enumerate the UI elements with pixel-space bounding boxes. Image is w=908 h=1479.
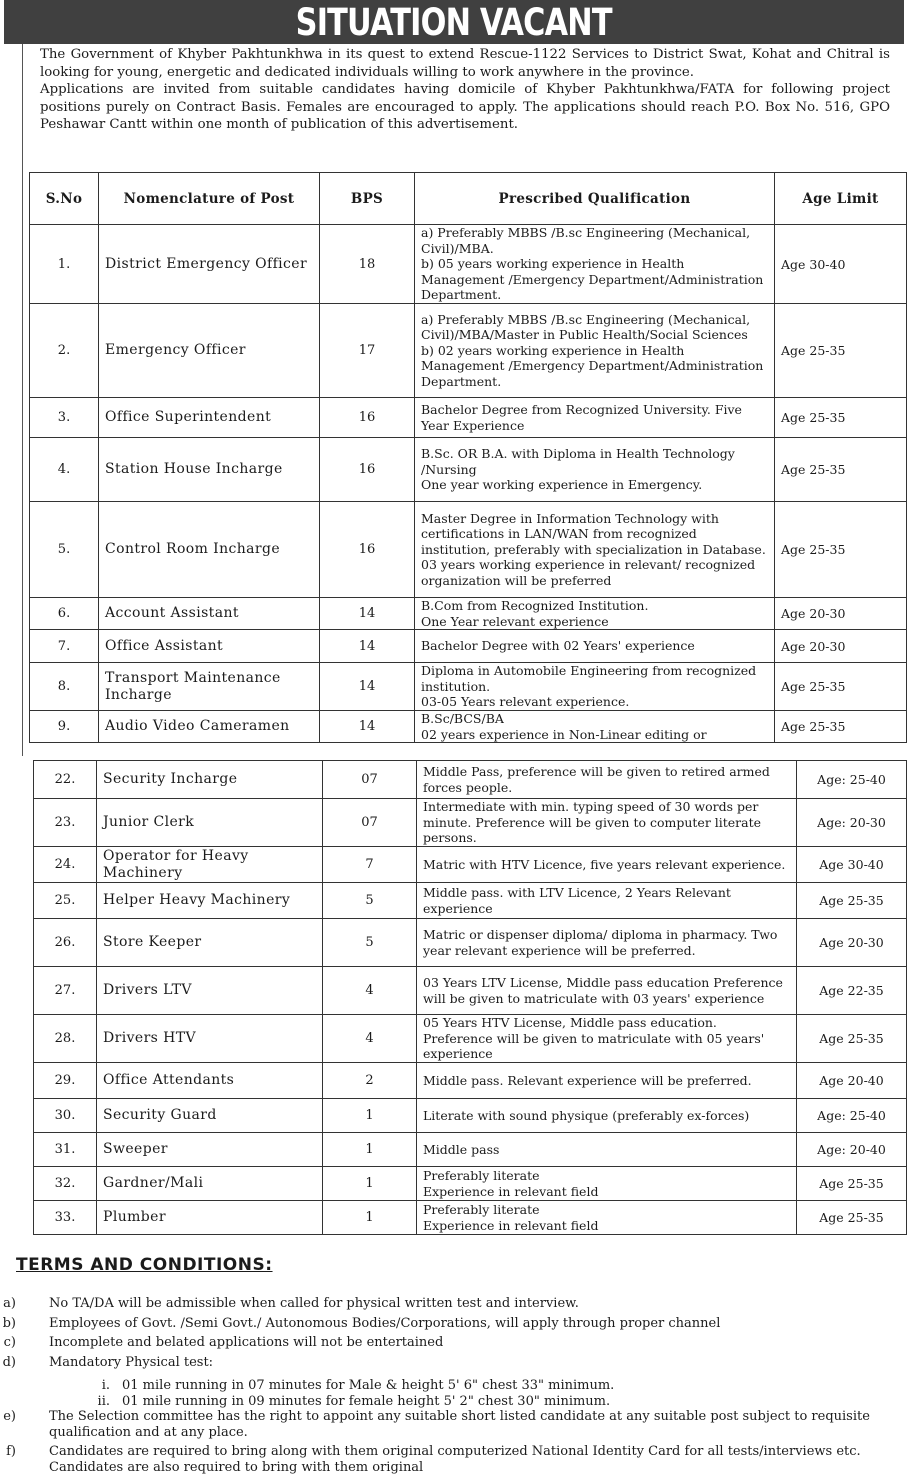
cell-qualification: Master Degree in Information Technology with certifications in LAN/WAN from recognized institution, preferably with specialization in Database. 03 years working experience in relevant/ recognized organization will be preferred bbox=[415, 502, 775, 598]
cell-post: Helper Heavy Machinery bbox=[97, 883, 323, 919]
cell-bps: 16 bbox=[320, 398, 415, 438]
page-title: SITUATION VACANT bbox=[295, 0, 613, 44]
table-row bbox=[34, 967, 907, 1015]
cell-bps: 07 bbox=[323, 799, 417, 847]
header-qualification: Prescribed Qualification bbox=[415, 173, 775, 225]
table-row bbox=[34, 1099, 907, 1133]
table-row bbox=[30, 663, 907, 711]
cell-post: Security Incharge bbox=[97, 761, 323, 799]
table-row bbox=[34, 1015, 907, 1063]
table-row bbox=[34, 1063, 907, 1099]
cell-qualification: B.Sc. OR B.A. with Diploma in Health Technology /Nursing One year working experience in Emergency. bbox=[415, 438, 775, 502]
term-marker: c) bbox=[3, 1335, 16, 1350]
table-row bbox=[30, 398, 907, 438]
cell-post: Transport Maintenance Incharge bbox=[99, 663, 320, 711]
cell-sno: 4. bbox=[30, 438, 99, 502]
cell-qualification: Middle pass. Relevant experience will be preferred. bbox=[417, 1063, 797, 1099]
term-text: Incomplete and belated applications will not be entertained bbox=[49, 1335, 444, 1350]
cell-age-limit: Age 20-30 bbox=[797, 919, 907, 967]
cell-qualification: a) Preferably MBBS /B.sc Engineering (Mechanical, Civil)/MBA. b) 05 years working experience in Health Management /Emergency Department/Administration Department. bbox=[415, 225, 775, 304]
cell-qualification: a) Preferably MBBS /B.sc Engineering (Mechanical, Civil)/MBA/Master in Public Health/Social Sciences b) 02 years working experience in Health Management /Emergency Department/Administration Department. bbox=[415, 304, 775, 398]
table-row bbox=[30, 225, 907, 304]
cell-age-limit: Age: 25-40 bbox=[797, 1099, 907, 1133]
cell-sno: 26. bbox=[34, 919, 97, 967]
cell-age-limit: Age 25-35 bbox=[775, 398, 907, 438]
cell-qualification: 05 Years HTV License, Middle pass education. Preference will be given to matriculate with 05 years' experience bbox=[417, 1015, 797, 1063]
cell-age-limit: Age 25-35 bbox=[775, 663, 907, 711]
cell-qualification: Bachelor Degree from Recognized University. Five Year Experience bbox=[415, 398, 775, 438]
cell-qualification: Intermediate with min. typing speed of 30 words per minute. Preference will be given to computer literate persons. bbox=[417, 799, 797, 847]
intro-paragraph-1: The Government of Khyber Pakhtunkhwa in its quest to extend Rescue-1122 Services to District Swat, Kohat and Chitral is looking for young, energetic and dedicated individuals willing to work anywhere in the province. bbox=[40, 47, 890, 80]
cell-sno: 30. bbox=[34, 1099, 97, 1133]
cell-qualification: Middle pass. with LTV Licence, 2 Years Relevant experience bbox=[417, 883, 797, 919]
terms-heading: TERMS AND CONDITIONS: bbox=[16, 1255, 273, 1275]
term-marker: d) bbox=[2, 1354, 16, 1370]
cell-post: Operator for Heavy Machinery bbox=[97, 847, 323, 883]
term-item bbox=[0, 1355, 908, 1371]
cell-age-limit: Age: 25-40 bbox=[797, 761, 907, 799]
cell-sno: 23. bbox=[34, 799, 97, 847]
cell-sno: 9. bbox=[30, 710, 99, 742]
header-sno: S.No bbox=[30, 173, 99, 225]
term-text: Candidates are required to bring along with them original computerized National Identity Card for all tests/interviews etc. Candidates are also required to bring with them original bbox=[49, 1444, 861, 1475]
term-marker: b) bbox=[2, 1315, 16, 1331]
cell-sno: 1. bbox=[30, 225, 99, 304]
table-row bbox=[30, 502, 907, 598]
cell-post: Sweeper bbox=[97, 1133, 323, 1167]
cell-post: Security Guard bbox=[97, 1099, 323, 1133]
term-item bbox=[0, 1296, 908, 1312]
term-marker: f) bbox=[6, 1444, 16, 1459]
cell-sno: 29. bbox=[34, 1063, 97, 1099]
term-text: No TA/DA will be admissible when called for physical written test and interview. bbox=[49, 1296, 579, 1311]
cell-post: Gardner/Mali bbox=[97, 1167, 323, 1201]
table-row bbox=[34, 1133, 907, 1167]
cell-bps: 1 bbox=[323, 1201, 417, 1235]
banner bbox=[4, 0, 904, 44]
cell-age-limit: Age 25-35 bbox=[797, 1167, 907, 1201]
table-row bbox=[30, 630, 907, 663]
table-row bbox=[34, 847, 907, 883]
cell-post: Drivers LTV bbox=[97, 967, 323, 1015]
cell-age-limit: Age 20-30 bbox=[775, 598, 907, 630]
cell-bps: 5 bbox=[323, 883, 417, 919]
table-row bbox=[30, 710, 907, 742]
cell-sno: 5. bbox=[30, 502, 99, 598]
table-row bbox=[34, 761, 907, 799]
cell-age-limit: Age 25-35 bbox=[775, 304, 907, 398]
term-item bbox=[0, 1409, 908, 1440]
cell-age-limit: Age 25-35 bbox=[775, 502, 907, 598]
cell-qualification: Literate with sound physique (preferably ex-forces) bbox=[417, 1099, 797, 1133]
cell-post: Drivers HTV bbox=[97, 1015, 323, 1063]
term-text: Employees of Govt. /Semi Govt./ Autonomous Bodies/Corporations, will apply through proper channel bbox=[49, 1315, 721, 1331]
posts-table-top bbox=[29, 172, 907, 743]
cell-bps: 16 bbox=[320, 502, 415, 598]
term-item bbox=[0, 1444, 908, 1475]
cell-qualification: Middle pass bbox=[417, 1133, 797, 1167]
table-row bbox=[34, 1201, 907, 1235]
table-row bbox=[34, 1167, 907, 1201]
cell-post: Junior Clerk bbox=[97, 799, 323, 847]
cell-sno: 25. bbox=[34, 883, 97, 919]
intro-text bbox=[40, 46, 890, 134]
cell-sno: 22. bbox=[34, 761, 97, 799]
cell-qualification: B.Com from Recognized Institution. One Year relevant experience bbox=[415, 598, 775, 630]
intro-paragraph-2: Applications are invited from suitable candidates having domicile of Khyber Pakhtunkhwa/FATA for following project positions purely on Contract Basis. Females are encouraged to apply. The applications should reach P.O. Box No. 516, GPO Peshawar Cantt within one month of publication of this advertisement. bbox=[40, 82, 890, 133]
cell-post: Office Assistant bbox=[99, 630, 320, 663]
cell-qualification: Preferably literate Experience in relevant field bbox=[417, 1167, 797, 1201]
cell-post: Account Assistant bbox=[99, 598, 320, 630]
table-row bbox=[34, 799, 907, 847]
cell-sno: 31. bbox=[34, 1133, 97, 1167]
margin-rule bbox=[22, 44, 23, 756]
cell-post: Office Superintendent bbox=[99, 398, 320, 438]
term-item bbox=[0, 1335, 908, 1351]
cell-qualification: 03 Years LTV License, Middle pass education Preference will be given to matriculate with 03 years' experience bbox=[417, 967, 797, 1015]
cell-bps: 17 bbox=[320, 304, 415, 398]
cell-post: Office Attendants bbox=[97, 1063, 323, 1099]
physical-test-marker: i. bbox=[101, 1378, 110, 1393]
term-item bbox=[0, 1316, 908, 1332]
terms-list bbox=[0, 1296, 908, 1479]
cell-age-limit: Age: 20-40 bbox=[797, 1133, 907, 1167]
cell-bps: 14 bbox=[320, 663, 415, 711]
table-row bbox=[30, 438, 907, 502]
cell-sno: 27. bbox=[34, 967, 97, 1015]
cell-sno: 8. bbox=[30, 663, 99, 711]
cell-age-limit: Age 25-35 bbox=[797, 883, 907, 919]
posts-table-bottom bbox=[33, 760, 907, 1235]
cell-sno: 7. bbox=[30, 630, 99, 663]
cell-bps: 14 bbox=[320, 630, 415, 663]
cell-sno: 3. bbox=[30, 398, 99, 438]
cell-age-limit: Age 25-35 bbox=[797, 1015, 907, 1063]
cell-age-limit: Age 25-35 bbox=[797, 1201, 907, 1235]
cell-sno: 33. bbox=[34, 1201, 97, 1235]
cell-post: Control Room Incharge bbox=[99, 502, 320, 598]
cell-sno: 24. bbox=[34, 847, 97, 883]
table-row bbox=[30, 304, 907, 398]
cell-age-limit: Age 30-40 bbox=[797, 847, 907, 883]
cell-sno: 32. bbox=[34, 1167, 97, 1201]
cell-qualification: B.Sc/BCS/BA 02 years experience in Non-Linear editing or bbox=[415, 710, 775, 742]
cell-bps: 14 bbox=[320, 710, 415, 742]
term-text: Mandatory Physical test: bbox=[49, 1354, 214, 1370]
cell-age-limit: Age 30-40 bbox=[775, 225, 907, 304]
cell-post: District Emergency Officer bbox=[99, 225, 320, 304]
physical-test-list bbox=[0, 1378, 908, 1409]
header-age-limit: Age Limit bbox=[775, 173, 907, 225]
cell-qualification: Matric or dispenser diploma/ diploma in pharmacy. Two year relevant experience will be preferred. bbox=[417, 919, 797, 967]
cell-bps: 4 bbox=[323, 1015, 417, 1063]
table-row bbox=[34, 919, 907, 967]
cell-age-limit: Age 20-40 bbox=[797, 1063, 907, 1099]
cell-bps: 2 bbox=[323, 1063, 417, 1099]
header-post: Nomenclature of Post bbox=[99, 173, 320, 225]
cell-bps: 1 bbox=[323, 1099, 417, 1133]
cell-age-limit: Age 25-35 bbox=[775, 710, 907, 742]
cell-qualification: Matric with HTV Licence, five years relevant experience. bbox=[417, 847, 797, 883]
table-header-row bbox=[30, 173, 907, 225]
term-marker: a) bbox=[3, 1296, 16, 1311]
cell-bps: 18 bbox=[320, 225, 415, 304]
cell-qualification: Diploma in Automobile Engineering from recognized institution. 03-05 Years relevant experience. bbox=[415, 663, 775, 711]
physical-test-text: 01 mile running in 07 minutes for Male & height 5' 6" chest 33" minimum. bbox=[122, 1378, 615, 1393]
cell-bps: 1 bbox=[323, 1167, 417, 1201]
cell-sno: 2. bbox=[30, 304, 99, 398]
term-text: The Selection committee has the right to appoint any suitable short listed candidate at any suitable post subject to requisite qualification and at any place. bbox=[49, 1409, 870, 1440]
cell-post: Station House Incharge bbox=[99, 438, 320, 502]
cell-age-limit: Age: 20-30 bbox=[797, 799, 907, 847]
cell-bps: 07 bbox=[323, 761, 417, 799]
header-bps: BPS bbox=[320, 173, 415, 225]
cell-bps: 14 bbox=[320, 598, 415, 630]
cell-post: Audio Video Cameramen bbox=[99, 710, 320, 742]
cell-sno: 28. bbox=[34, 1015, 97, 1063]
cell-age-limit: Age 25-35 bbox=[775, 438, 907, 502]
physical-test-marker: ii. bbox=[97, 1393, 110, 1409]
cell-bps: 4 bbox=[323, 967, 417, 1015]
cell-qualification: Middle Pass, preference will be given to retired armed forces people. bbox=[417, 761, 797, 799]
term-marker: e) bbox=[3, 1409, 16, 1424]
table-row bbox=[34, 883, 907, 919]
cell-bps: 1 bbox=[323, 1133, 417, 1167]
physical-test-item bbox=[0, 1378, 908, 1394]
cell-qualification: Bachelor Degree with 02 Years' experience bbox=[415, 630, 775, 663]
cell-bps: 7 bbox=[323, 847, 417, 883]
cell-sno: 6. bbox=[30, 598, 99, 630]
cell-post: Store Keeper bbox=[97, 919, 323, 967]
cell-post: Plumber bbox=[97, 1201, 323, 1235]
cell-qualification: Preferably literate Experience in relevant field bbox=[417, 1201, 797, 1235]
cell-bps: 5 bbox=[323, 919, 417, 967]
cell-post: Emergency Officer bbox=[99, 304, 320, 398]
cell-bps: 16 bbox=[320, 438, 415, 502]
cell-age-limit: Age 20-30 bbox=[775, 630, 907, 663]
physical-test-text: 01 mile running in 09 minutes for female height 5' 2" chest 30" minimum. bbox=[122, 1393, 611, 1409]
physical-test-item bbox=[0, 1394, 908, 1410]
cell-age-limit: Age 22-35 bbox=[797, 967, 907, 1015]
table-row bbox=[30, 598, 907, 630]
